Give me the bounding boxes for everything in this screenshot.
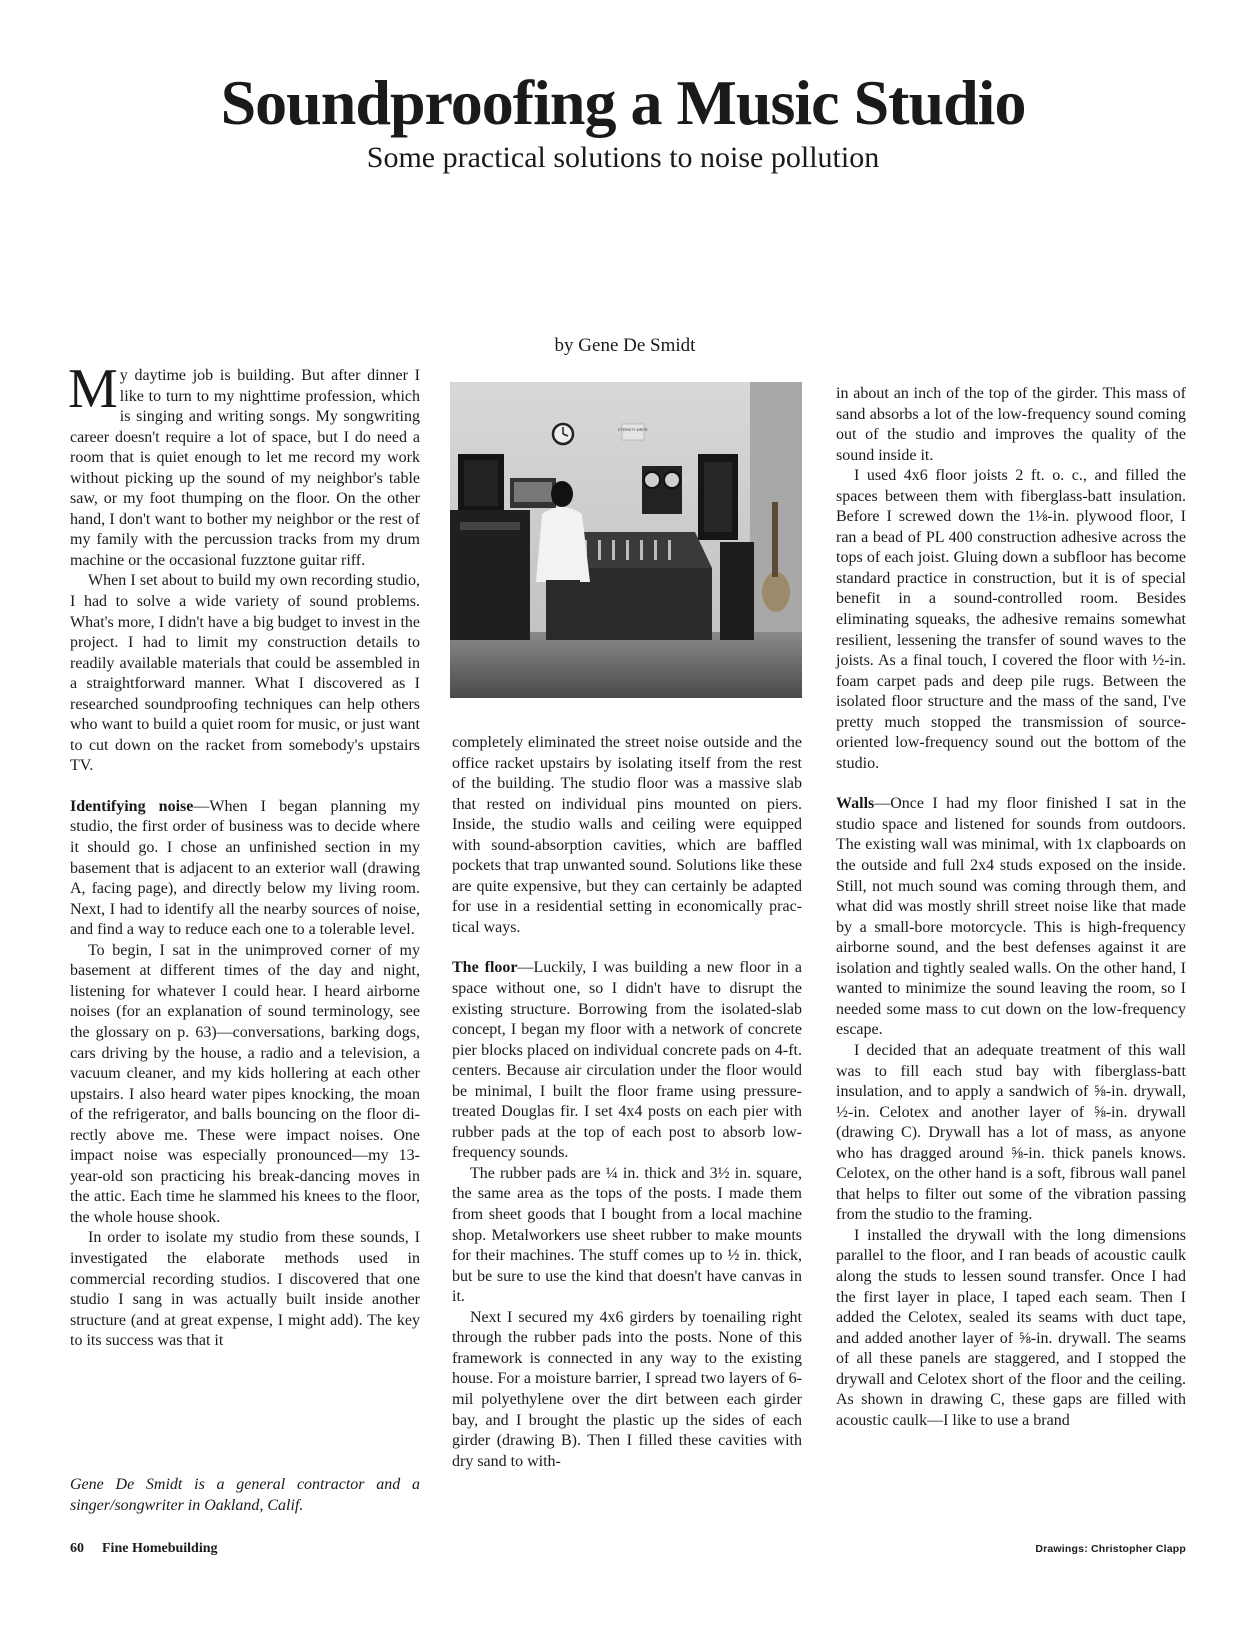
text-column-1 (68, 358, 420, 1352)
paragraph (68, 358, 420, 571)
text-column-2 (452, 733, 802, 1472)
drawings-credit: Drawings: Christopher Clapp (1035, 1543, 1186, 1555)
paragraph-text: —Once I had my floor finished I sat in the studio space and listened for sounds from outdoors. The existing wall was minimal, with 1x clapboards on the outside and full 2x4 studs exposed on the inside. Still, not much sound was coming through them, and what did was mostly shrill street noise like that made by a small-bore motorcycle. This is high-frequency airborne sound, and the best defenses against it are isolation and tightly sealed walls. On the other hand, I wanted to minimize the sound leaving the room, so I needed some mass to cut down on the low-frequency escape. (836, 795, 1186, 1039)
article-title: Soundproofing a Music Studio (220, 67, 1026, 138)
paragraph: To begin, I sat in the unimproved corner of my basement at different times of the day and night, listening for whatever I could hear. I heard airborne noises (for an explanation of sound terminology, see the glossary on p. 63)—conversations, barking dogs, cars driving by the house, a radio and a television, a vacuum cleaner, and my kids hollering at each other upstairs. I also heard water pipes knocking, the moan of the refrigerator, and balls bouncing on the floor directly above me. These were impact noises. One impact noise was especially pronounced—my 13-year-old son practicing his break-dancing moves in the attic. Each time he slammed his knees to the floor, the whole house shook. (70, 941, 420, 1226)
author-bio: Gene De Smidt is a general contractor and a singer/songwriter in Oakland, Calif. (70, 1476, 420, 1514)
article-subtitle: Some practical solutions to noise pollution (366, 141, 880, 174)
paragraph: The rubber pads are ¼ in. thick and 3½ in. square, the same area as the tops of the posts. I made them from sheet goods that I bought from a local machine shop. Metalworkers use sheet rubber to make mounts for their machines. The stuff comes up to ½ in. thick, but be sure to use the kind that doesn't have canvas in it. (452, 1164, 802, 1306)
paragraph: When I set about to build my own recording studio, I had to solve a wide variety of sound problems. What's more, I didn't have a big budget to invest in the project. I had to limit my construction details to readily available materials that could be assembled in a straightforward manner. What I discovered as I researched soundproofing techniques can help others who want to build a quiet room for music, or just want to cut down on the racket from somebody's upstairs TV. (70, 572, 420, 775)
publication-name: Fine Homebuilding (102, 1541, 218, 1556)
paragraph: in about an inch of the top of the girder. This mass of sand absorbs a lot of the low-frequency sound coming out of the studio and improves the quality of the sound inside it. (836, 385, 1186, 464)
paragraph-text: y daytime job is building. But after dinner I like to turn to my nighttime profession, which is singing and writing songs. My songwriting career doesn't require a lot of space, but I do need a room that is quiet enough to let me record my work without picking up the sound of my neighbor's table saw, or my foot thumping on the floor. On the other hand, I don't want to bother my neighbor or the rest of my family with the percussion tracks from my drum machine or the occasional fuzztone guitar riff. (70, 367, 420, 569)
drop-cap: M (68, 358, 118, 420)
paragraph: completely eliminated the street noise outside and the office racket upstairs by isolating itself from the rest of the building. The studio floor was a massive slab that rested on individual pins mounted on piers. Inside, the studio walls and ceiling were equipped with sound-absorption cavities, which are baffled pockets that trap unwanted sound. Solutions like these are quite expensive, but they can certainly be adapted for use in a residential setting in economically practical ways. (452, 734, 802, 936)
paragraph: Next I secured my 4x6 girders by toenailing right through the rubber pads into the posts. None of this framework is connected in any way to the existing house. For a moisture barrier, I spread two layers of 6-mil polyethylene over the dirt between each girder bay, and I brought the plastic up the sides of each girder (drawing B). Then I filled these cavities with dry sand to with- (452, 1308, 802, 1470)
paragraph: I installed the drywall with the long dimensions parallel to the floor, and I ran beads of acoustic caulk along the studs to lessen sound transfer. Once I had the first layer in place, I taped each seam. Then I added the Celotex, sealed its seams with duct tape, and added another layer of ⅝-in. drywall. The seams of all these panels are staggered, and I stopped the drywall and Celotex short of the floor and the ceiling. As shown in drawing C, these gaps are filled with acoustic caulk—I like to use a brand (836, 1226, 1186, 1429)
paragraph: I decided that an adequate treatment of this wall was to fill each stud bay with fiberglass-batt insulation, and to apply a sandwich of ⅝-in. drywall, ½-in. Celotex and another layer of ⅝-in. drywall (drawing C). Drywall has a lot of mass, as anyone who has dragged around ⅝-in. thick panels knows. Celotex, on the other hand is a soft, fibrous wall panel that helps to filter out some of the vibration passing from the studio to the framing. (836, 1041, 1186, 1224)
section-heading: Identifying noise (70, 797, 194, 815)
page-footer-left (70, 1541, 218, 1557)
section-heading: Walls (836, 795, 875, 813)
paragraph-text: —Luckily, I was building a new floor in a space without one, so I didn't have to disrupt the existing structure. Borrowing from the isolated-slab concept, I began my floor with a network of concrete pier blocks placed on individual concrete pads on 4-ft. centers. Because air circulation under the floor would be minimal, I built the floor frame using pressure-treated Douglas fir. I set 4x4 posts on each pier with rubber pads at the top of each post to absorb low-frequency sounds. (452, 959, 803, 1162)
byline: by Gene De Smidt (554, 335, 696, 356)
paragraph-text: —When I began planning my studio, the first order of business was to decide where it should go. I chose an unfinished section in my basement that is adjacent to an exterior wall (drawing A, facing page), and directly below my living room. Next, I had to identify all the nearby sources of noise, and find a way to reduce each one to a tolerable level. (70, 797, 420, 939)
paragraph (836, 794, 1186, 1041)
text-column-3 (836, 384, 1186, 1431)
paragraph: In order to isolate my studio from these sounds, I investigated the elaborate methods used in commercial recording studios. I discovered that one studio I sang in was actually built inside another structure (and at great expense, I might add). The key to its success was that it (70, 1229, 420, 1350)
paragraph: I used 4x6 floor joists 2 ft. o. c., and filled the spaces between them with fiberglass-batt insulation. Before I screwed down the 1⅛-in. plywood floor, I ran a bead of PL 400 construction adhesive across the tops of each joist. Gluing down a subfloor has become standard practice in construction, but it is of special benefit in a sound-controlled room. Besides eliminating squeaks, the adhesive remains somewhat resilient, lessening the transfer of sound waves to the joists. As a final touch, I covered the floor with ½-in. foam carpet pads and deep pile rugs. Between the isolated floor structure and the mass of the sand, I've pretty much stopped the transmission of source-oriented low-frequency sound out the bottom of the studio. (836, 467, 1186, 772)
studio-photo-illustration (450, 382, 802, 698)
section-heading: The floor (452, 959, 518, 977)
page-number: 60 (70, 1541, 84, 1556)
paragraph (452, 958, 802, 1163)
studio-sign-text: ETERNITY WRITE (618, 428, 648, 432)
paragraph (70, 797, 420, 941)
studio-photo (450, 382, 802, 698)
